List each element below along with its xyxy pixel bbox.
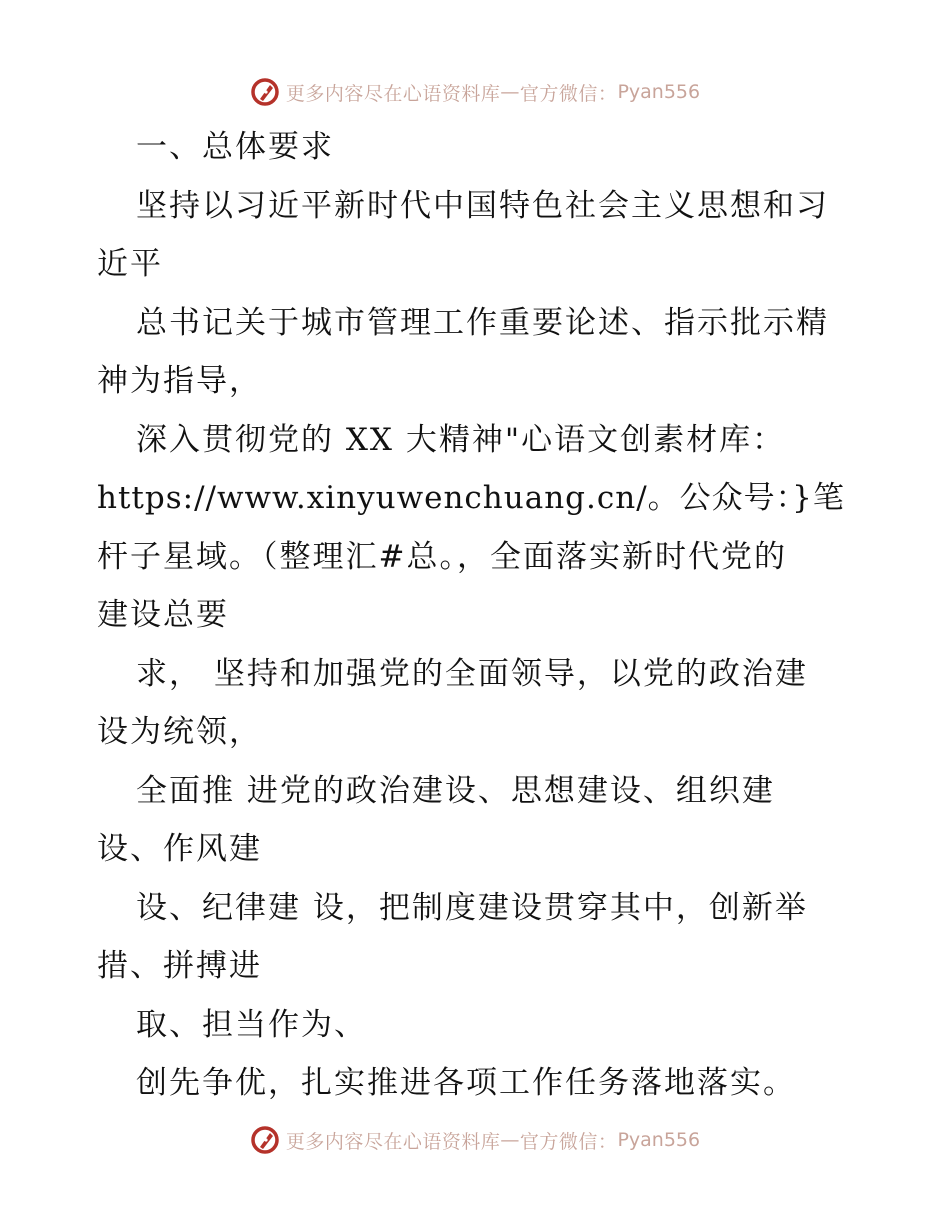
- paragraph-line: 设为统领，: [97, 714, 262, 750]
- section-heading: 一、总体要求: [136, 129, 334, 165]
- wechat-id: Pyan556: [617, 81, 701, 103]
- paragraph-line: 总书记关于城市管理工作重要论述、指示批示精: [136, 304, 829, 341]
- paragraph-line: 设、作风建: [97, 831, 262, 867]
- header-banner: [0, 72, 950, 112]
- banner-text: 更多内容尽在心语资料库: [285, 1130, 501, 1153]
- wechat-id: Pyan556: [617, 1129, 701, 1151]
- paragraph-line: 建设总要: [97, 597, 229, 633]
- paragraph-line: 求， 坚持和加强党的全面领导，以党的政治建: [136, 655, 808, 692]
- banner-text: 更多内容尽在心语资料库: [285, 82, 501, 105]
- paragraph-line: 措、拼搏进: [97, 948, 262, 984]
- paragraph-line: 全面推 进党的政治建设、思想建设、组织建: [136, 772, 775, 809]
- paragraph-line: 杆子星域。（整理汇#总。，全面落实新时代党的: [97, 538, 787, 575]
- footer-banner: [0, 1120, 950, 1160]
- paragraph-line: https://www.xinyuwenchuang.cn/。公众号：}笔: [97, 480, 845, 516]
- document-body: [97, 118, 857, 1113]
- paragraph-line: 坚持以习近平新时代中国特色社会主义思想和习: [136, 187, 829, 224]
- paragraph-line: 近平: [97, 246, 163, 282]
- wechat-label: 官方微信：: [519, 1130, 618, 1153]
- pen-nib-circle-icon: [250, 1125, 280, 1155]
- paragraph-line: 神为指导，: [97, 363, 262, 399]
- banner-separator: —: [500, 81, 520, 103]
- pen-nib-circle-icon: [250, 77, 280, 107]
- banner-separator: —: [500, 1129, 520, 1151]
- wechat-label: 官方微信：: [519, 82, 618, 105]
- paragraph-line: 设、纪律建 设，把制度建设贯穿其中，创新举: [136, 889, 808, 926]
- paragraph-line: 深入贯彻党的 XX 大精神"心语文创素材库：: [136, 421, 786, 458]
- paragraph-line: 创先争优，扎实推进各项工作任务落地落实。: [136, 1065, 796, 1101]
- paragraph-line: 取、担当作为、: [136, 1006, 367, 1043]
